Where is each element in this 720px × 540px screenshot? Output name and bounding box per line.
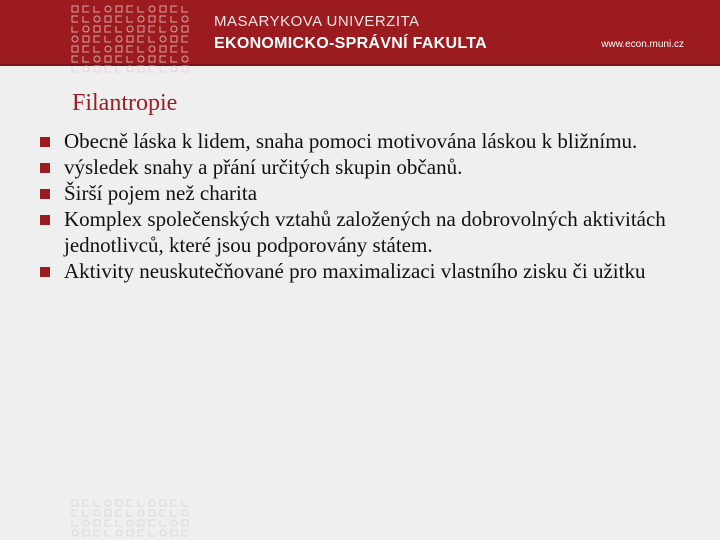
pattern-glyph xyxy=(83,500,89,506)
pattern-glyph xyxy=(116,56,122,62)
pattern-glyph xyxy=(149,66,155,72)
pattern-glyph xyxy=(160,66,166,72)
pattern-glyph xyxy=(182,6,188,12)
pattern-glyph xyxy=(116,66,122,72)
pattern-glyph xyxy=(116,16,122,22)
pattern-glyph xyxy=(127,26,133,32)
bullet-item xyxy=(40,206,680,258)
pattern-glyph xyxy=(127,56,133,62)
pattern-glyph xyxy=(138,66,144,72)
pattern-glyph xyxy=(171,510,177,516)
bullet-square-icon xyxy=(40,137,50,147)
header-bar xyxy=(0,0,720,66)
pattern-glyph xyxy=(149,500,155,506)
pattern-glyph xyxy=(182,36,188,42)
university-name: MASARYKOVA UNIVERZITA xyxy=(214,13,420,30)
pattern-glyph xyxy=(160,56,166,62)
pattern-glyph xyxy=(138,6,144,12)
bullet-text: Obecně láska k lidem, snaha pomoci motivována láskou k bližnímu. xyxy=(64,129,638,153)
bullet-square-icon xyxy=(40,267,50,277)
pattern-glyph xyxy=(94,56,100,62)
bullet-square-icon xyxy=(40,215,50,225)
pattern-glyph xyxy=(116,510,122,516)
pattern-glyph xyxy=(94,26,100,32)
bullet-item xyxy=(40,128,680,154)
pattern-glyph xyxy=(182,500,188,506)
pattern-glyph xyxy=(105,16,111,22)
pattern-glyph xyxy=(83,66,89,72)
pattern-glyph xyxy=(171,16,177,22)
pattern-glyph xyxy=(105,66,111,72)
pattern-glyph xyxy=(171,26,177,32)
pattern-glyph xyxy=(149,46,155,52)
pattern-glyph xyxy=(149,520,155,526)
website-url: www.econ.muni.cz xyxy=(601,39,684,50)
pattern-glyph xyxy=(83,520,89,526)
pattern-glyph xyxy=(94,500,100,506)
bullet-item xyxy=(40,258,680,284)
header-text xyxy=(214,14,487,52)
pattern-glyph xyxy=(94,46,100,52)
pattern-glyph xyxy=(72,46,78,52)
pattern-glyph xyxy=(83,16,89,22)
pattern-glyph xyxy=(83,530,89,536)
pattern-glyph xyxy=(171,66,177,72)
pattern-glyph xyxy=(160,16,166,22)
pattern-glyph xyxy=(116,6,122,12)
pattern-glyph xyxy=(171,520,177,526)
pattern-glyph xyxy=(138,36,144,42)
pattern-glyph xyxy=(72,500,78,506)
pattern-glyph xyxy=(149,26,155,32)
pattern-glyph xyxy=(94,36,100,42)
pattern-glyph xyxy=(116,500,122,506)
pattern-glyph xyxy=(105,26,111,32)
pattern-glyph xyxy=(127,36,133,42)
pattern-glyph xyxy=(72,56,78,62)
pattern-glyph xyxy=(94,510,100,516)
pattern-glyph xyxy=(127,46,133,52)
pattern-glyph xyxy=(72,510,78,516)
bullet-text: Širší pojem než charita xyxy=(64,181,258,205)
pattern-glyph xyxy=(94,520,100,526)
pattern-glyph xyxy=(182,520,188,526)
pattern-glyph xyxy=(83,46,89,52)
pattern-glyph xyxy=(149,6,155,12)
pattern-glyph xyxy=(160,500,166,506)
pattern-glyph xyxy=(127,6,133,12)
pattern-glyph xyxy=(105,510,111,516)
bullet-item xyxy=(40,154,680,180)
pattern-glyph xyxy=(105,36,111,42)
pattern-glyph xyxy=(94,6,100,12)
pattern-glyph xyxy=(72,6,78,12)
slide-title: Filantropie xyxy=(72,90,178,116)
pattern-glyph xyxy=(138,26,144,32)
pattern-glyph xyxy=(138,16,144,22)
pattern-glyph xyxy=(127,66,133,72)
pattern-glyph xyxy=(171,46,177,52)
pattern-glyph xyxy=(149,16,155,22)
pattern-glyph xyxy=(83,26,89,32)
bullet-text: výsledek snahy a přání určitých skupin občanů. xyxy=(64,155,463,179)
pattern-glyph xyxy=(182,66,188,72)
pattern-glyph xyxy=(105,6,111,12)
bullet-square-icon xyxy=(40,163,50,173)
pattern-glyph xyxy=(171,500,177,506)
pattern-glyph xyxy=(160,510,166,516)
pattern-glyph xyxy=(72,26,78,32)
pattern-glyph xyxy=(72,520,78,526)
pattern-glyph xyxy=(160,520,166,526)
pattern-glyph xyxy=(116,36,122,42)
bullet-text: Komplex společenských vztahů založených na dobrovolných aktivitách jednotlivců, které jsou podporovány státem. xyxy=(64,207,666,257)
pattern-glyph xyxy=(127,530,133,536)
pattern-glyph xyxy=(127,510,133,516)
pattern-glyph xyxy=(127,520,133,526)
pattern-glyph xyxy=(160,26,166,32)
pattern-glyph xyxy=(105,520,111,526)
pattern-glyph xyxy=(160,46,166,52)
pattern-glyph xyxy=(182,56,188,62)
pattern-glyph xyxy=(182,46,188,52)
pattern-glyph xyxy=(171,56,177,62)
bullet-square-icon xyxy=(40,189,50,199)
pattern-glyph xyxy=(171,36,177,42)
pattern-glyph xyxy=(138,530,144,536)
pattern-glyph xyxy=(138,510,144,516)
bullet-list xyxy=(40,128,680,284)
pattern-glyph xyxy=(182,26,188,32)
pattern-glyph xyxy=(94,16,100,22)
bullet-text: Aktivity neuskutečňované pro maximalizaci vlastního zisku či užitku xyxy=(64,259,646,283)
pattern-glyph xyxy=(149,36,155,42)
pattern-glyph xyxy=(149,56,155,62)
pattern-glyph xyxy=(138,56,144,62)
pattern-glyph xyxy=(149,530,155,536)
pattern-glyph xyxy=(105,530,111,536)
pattern-glyph xyxy=(138,46,144,52)
pattern-glyph xyxy=(171,6,177,12)
pattern-glyph xyxy=(83,36,89,42)
pattern-glyph xyxy=(182,530,188,536)
pattern-glyph xyxy=(72,36,78,42)
pattern-glyph xyxy=(72,16,78,22)
pattern-glyph xyxy=(105,56,111,62)
pattern-glyph xyxy=(160,36,166,42)
pattern-glyph xyxy=(105,500,111,506)
pattern-glyph xyxy=(160,6,166,12)
pattern-glyph xyxy=(94,530,100,536)
pattern-glyph xyxy=(116,530,122,536)
pattern-glyph xyxy=(138,500,144,506)
university-logo-pattern xyxy=(70,4,190,76)
pattern-glyph xyxy=(160,530,166,536)
bullet-item xyxy=(40,180,680,206)
pattern-glyph xyxy=(116,26,122,32)
pattern-glyph xyxy=(105,46,111,52)
pattern-glyph xyxy=(83,6,89,12)
pattern-glyph xyxy=(127,500,133,506)
pattern-glyph xyxy=(116,46,122,52)
pattern-glyph xyxy=(149,510,155,516)
pattern-glyph xyxy=(138,520,144,526)
faculty-name: EKONOMICKO-SPRÁVNÍ FAKULTA xyxy=(214,35,487,52)
pattern-glyph xyxy=(94,66,100,72)
pattern-glyph xyxy=(83,56,89,62)
pattern-glyph xyxy=(116,520,122,526)
pattern-glyph xyxy=(182,16,188,22)
pattern-glyph xyxy=(72,530,78,536)
pattern-glyph xyxy=(171,530,177,536)
pattern-glyph xyxy=(127,16,133,22)
pattern-glyph xyxy=(83,510,89,516)
pattern-glyph xyxy=(182,510,188,516)
pattern-glyph xyxy=(72,66,78,72)
footer-logo-pattern xyxy=(70,498,190,540)
